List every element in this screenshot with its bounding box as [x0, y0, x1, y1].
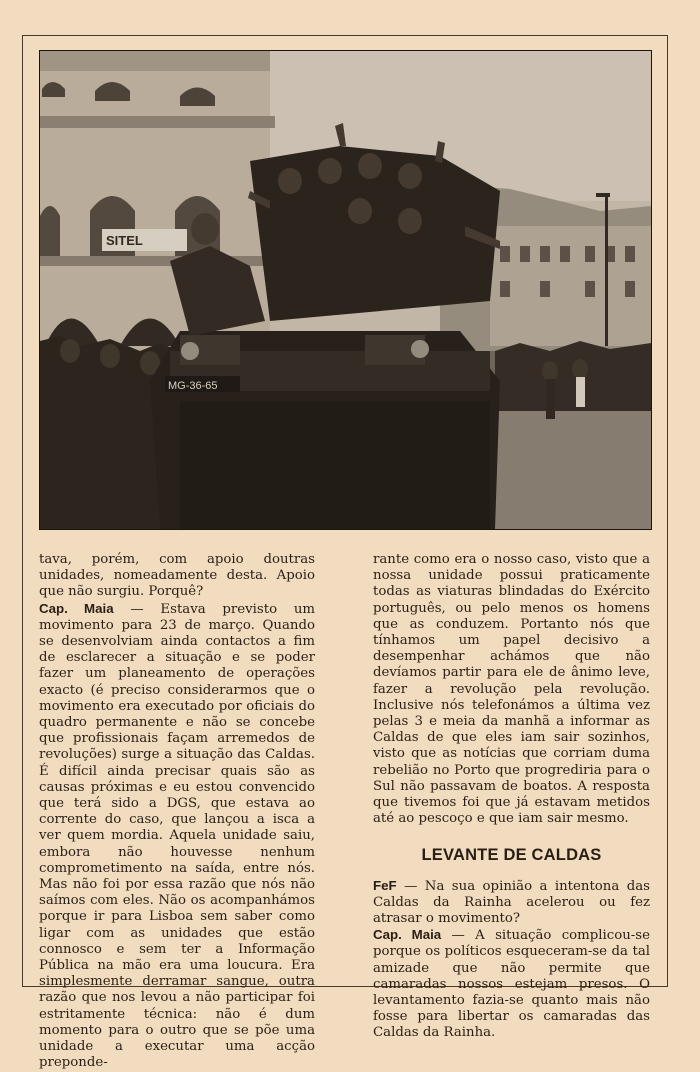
- answer-text: — A situação complicou-se porque os políticos esqueceram-se da tal amizade que não permite que camaradas nossos estejam presos. O levantamento fazia-se quanto mais não fosse para libertar os camaradas das Caldas da Rainha.: [373, 928, 650, 1041]
- question-text: — Na sua opinião a intentona das Caldas da Rainha acelerou ou fez atrasar o movimento?: [373, 878, 650, 927]
- answer-paragraph: [39, 601, 315, 1072]
- interview-intro-text: tava, porém, com apoio doutras unidades, nomeadamente desta. Apoio que não surgiu. Porquê?: [39, 552, 315, 600]
- text-column-left: [39, 552, 315, 1072]
- tank-crowd-photo: [40, 51, 651, 529]
- tank-plate: MG-36-65: [168, 380, 218, 392]
- speaker-label: FeF: [373, 877, 397, 893]
- question-paragraph: [373, 878, 650, 928]
- news-photo: [39, 50, 652, 530]
- answer-text: — Estava previsto um movimento para 23 de março. Quando se desenvolviam ainda contactos a fim de esclarecer a situação e se poder fazer um planeamento de operações exacto (é preciso considerarmos que o movimento era executado por oficiais do quadro permanente e não se concebe que profissionais façam arremedos de revoluções) surge a situação das Caldas. É difícil ainda precisar quais são as causas próximas e eu estou convencido que terá sido a DGS, que estava ao corrente do caso, que lançou a isca a ver quem mordia. Aquela unidade saiu, embora não houvesse nenhum comprometimento na saída, entre nós. Mas não foi por essa razão que nós não saímos com eles. Não os acompanhámos porque ir para Lisboa sem saber como ligar com as unidades que estão connosco e sem ter a Informação Pública na mão era uma loucura. Era simplesmente derramar sangue, outra razão que nos levou a não participar foi estritamente técnica: não é dum momento para o outro que se põe uma unidade a executar uma acção prepondе-: [39, 601, 316, 1071]
- answer-paragraph: [373, 927, 650, 1041]
- sitel-sign: SITEL: [106, 233, 143, 248]
- continued-text: rante como era o nosso caso, visto que a nossa unidade possui praticamente todas as viaturas blindadas do Exército português, ou pelo menos os homens que as conduzem. Portanto nós que tínhamos um papel decisivo a desempenhar achámos que não devíamos partir para ele de ânimo leve, fazer a revolução pela revolução. Inclusive nós telefonámos a última vez pelas 3 e meia da manhã a informar as Caldas de que eles iam sair sozinhos, visto que as notícias que corriam duma rebelião no Porto que progrediria para o Sul não passavam de boatos. A resposta que tivemos foi que já estavam metidos até ao pescoço e que iam sair mesmo.: [373, 552, 650, 827]
- speaker-label: Cap. Maia: [373, 927, 442, 943]
- section-heading: LEVANTE DE CALDAS: [421, 846, 602, 865]
- speaker-label: Cap. Maia: [39, 600, 114, 616]
- text-column-right: [373, 552, 650, 1042]
